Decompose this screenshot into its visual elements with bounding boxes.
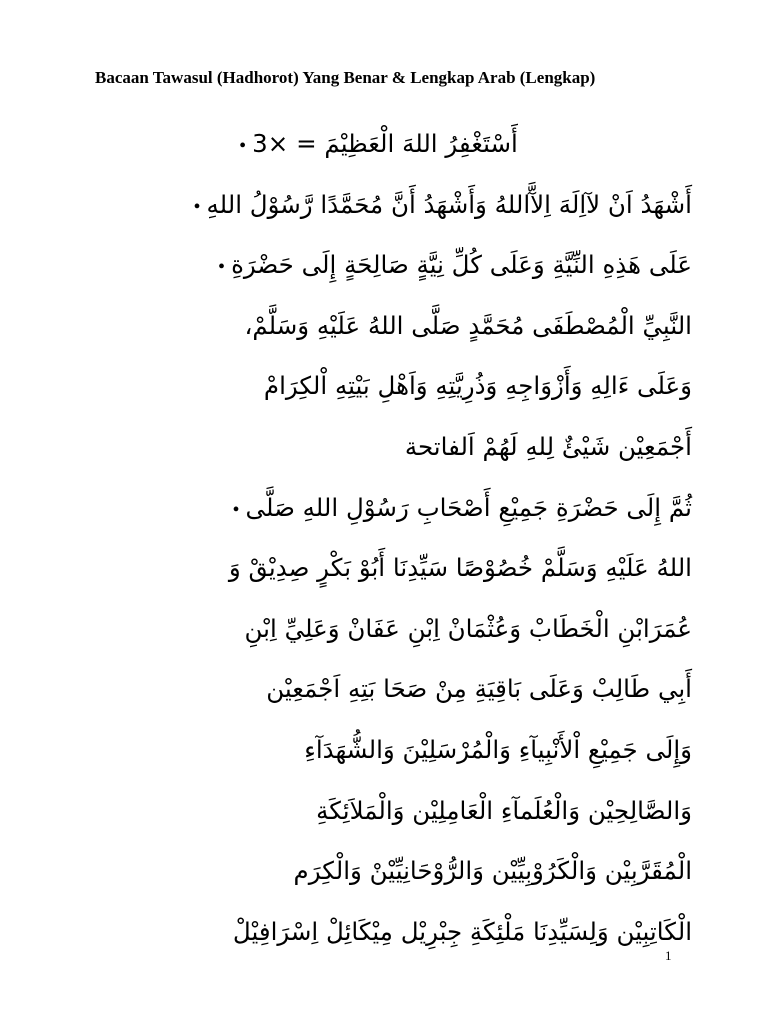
line-text: أَبِي طَالِبْ وَعَلَى بَاقِيَةِ مِنْ صَحَا بَتِهِ اَجْمَعِيْن [266, 674, 692, 704]
line-text: أَسْتَغْفِرُ اللهَ الْعَظِيْمَ = ×3 [252, 129, 518, 158]
text-line [95, 789, 692, 850]
arabic-text-body [95, 122, 692, 970]
text-line [95, 546, 692, 607]
bullet-marker: • [239, 135, 247, 157]
page-number: 1 [665, 948, 672, 963]
bullet-marker: • [232, 498, 240, 521]
line-text: وَعَلَى ءَالِهِ وَأَزْوَاجِهِ وَذُرِيَّتِهِ وَاَهْلِ بَيْتِهِ اْلكِرَامْ [263, 371, 692, 401]
line-text: عُمَرَابْنِ الْخَطَابْ وَعُثْمَانْ اِبْنِ عَفَانْ وَعَلِيِّ اِبْنِ [244, 613, 692, 643]
text-line [95, 425, 692, 486]
line-text: ثُمَّ إِلَى حَضْرَةِ جَمِيْعِ أَصْحَابِ رَسُوْلِ اللهِ صَلَّى [245, 492, 692, 522]
line-text: النَّبِيِّ الْمُصْطَفَى مُحَمَّدٍ صَلَّى اللهُ عَلَيْهِ وَسَلَّمْ، [244, 310, 692, 340]
text-line [95, 849, 692, 910]
line-text: وَالصَّالِحِيْن وَالْعُلَمآءِ الْعَامِلِيْن وَالْمَلاَئِكَةِ [316, 795, 692, 825]
line-text: أَجْمَعِيْن شَيْئٌ لِلهِ لَهُمْ اَلفاتحة [404, 431, 692, 461]
bullet-marker: • [218, 256, 226, 279]
line-text: عَلَى هَذِهِ النِّيَّةِ وَعَلَى كُلِّ نِيَّةٍ صَالِحَةٍ إِلَى حَضْرَةِ [231, 250, 692, 280]
text-line [95, 243, 692, 304]
text-line [95, 728, 692, 789]
line-text: الْمُقَرَّبِيْن وَالْكَرُوْبِيِّيْن وَالرُّوْحَانِيِّيْنْ وَالْكِرَم [293, 856, 692, 886]
text-line [95, 667, 692, 728]
text-line [95, 607, 692, 668]
line-text: أَشْهَدُ اَنْ لآاِلَهَ اِلآَّاللهُ وَأَشْهَدُ أَنَّ مُحَمَّدًا رَّسُوْلُ اللهِ [206, 189, 692, 219]
line-text: وَإِلَى جَمِيْعِ اْلأَنْبِيآءِ وَالْمُرْسَلِيْنَ وَالشُّهَدَآءِ [304, 734, 692, 764]
text-line [95, 486, 692, 547]
line-text: الْكَاتِبِيْن وَلِسَيِّدِنَا مَلْئِكَةِ جِبْرِيْل مِيْكَائِلْ اِسْرَافِيْلْ [232, 916, 692, 946]
bullet-marker: • [193, 195, 201, 218]
text-line [95, 910, 692, 971]
text-line [95, 183, 692, 244]
document-title: Bacaan Tawasul (Hadhorot) Yang Benar & Lengkap Arab (Lengkap) [95, 68, 596, 87]
line-text: اللهُ عَلَيْهِ وَسَلَّمْ خُصُوْصًا سَيِّدِنَا أَبُوْ بَكْرٍ صِدِيْقْ وَ [228, 553, 692, 583]
text-line [95, 304, 692, 365]
text-line [95, 122, 692, 183]
text-line [95, 364, 692, 425]
